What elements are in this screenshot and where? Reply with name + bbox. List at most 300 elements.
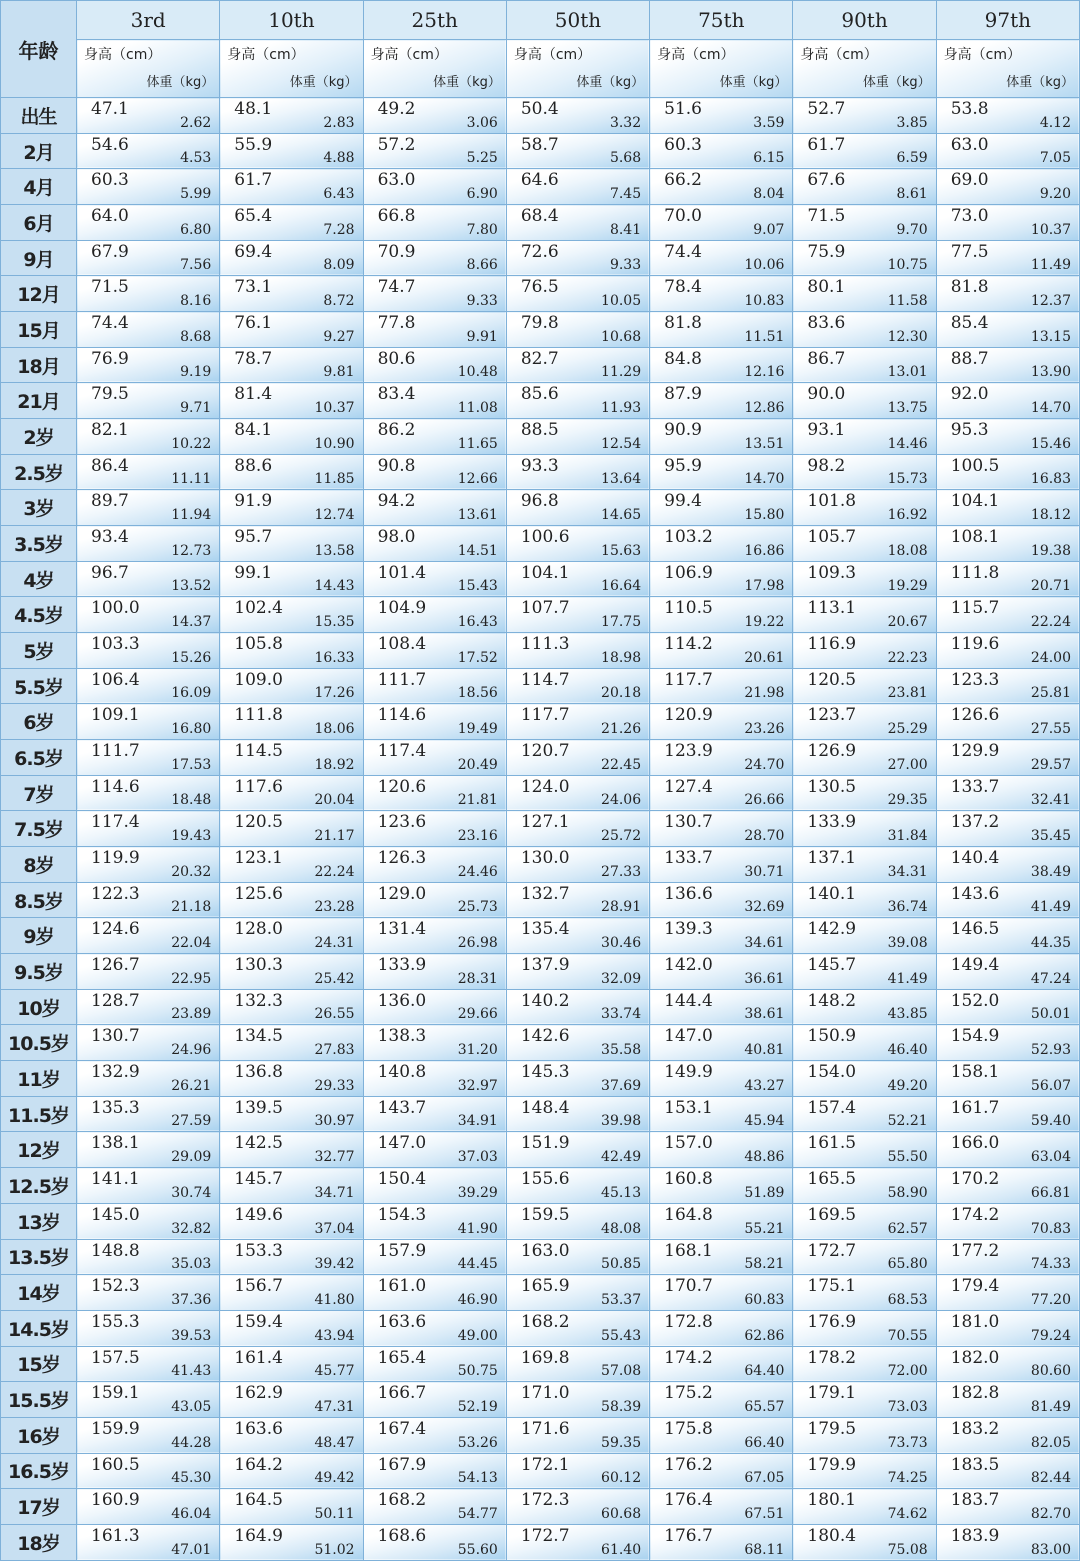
height-value: 117.4 xyxy=(377,741,427,762)
value-cell xyxy=(363,1417,506,1453)
height-value: 137.1 xyxy=(807,848,857,869)
weight-value: 2.83 xyxy=(323,114,355,131)
value-cell xyxy=(363,597,506,633)
height-value: 153.1 xyxy=(664,1097,713,1118)
value-cell xyxy=(363,490,506,526)
weight-value: 30.71 xyxy=(744,863,785,880)
value-cell xyxy=(220,1168,363,1204)
height-value: 159.9 xyxy=(91,1418,140,1439)
weight-value: 6.59 xyxy=(896,150,928,167)
value-cell xyxy=(506,383,649,419)
value-cell xyxy=(220,597,363,633)
weight-value: 62.86 xyxy=(744,1327,785,1344)
weight-value: 16.33 xyxy=(314,649,355,666)
weight-value: 53.26 xyxy=(457,1434,498,1451)
height-value: 137.2 xyxy=(950,812,1000,833)
height-value: 161.3 xyxy=(91,1525,140,1546)
height-value: 68.4 xyxy=(520,206,559,227)
age-label: 9.5岁 xyxy=(1,954,77,990)
weight-value: 29.09 xyxy=(171,1149,212,1166)
height-value: 76.5 xyxy=(520,277,559,298)
weight-value: 20.71 xyxy=(1030,578,1071,595)
height-value: 81.8 xyxy=(664,313,702,334)
value-cell xyxy=(793,276,936,312)
value-cell xyxy=(650,1275,793,1311)
value-cell xyxy=(220,882,363,918)
value-cell xyxy=(220,633,363,669)
height-value: 92.0 xyxy=(950,384,989,405)
value-cell xyxy=(77,312,220,348)
value-cell xyxy=(506,1310,649,1346)
value-cell xyxy=(220,526,363,562)
height-value: 91.9 xyxy=(234,491,273,512)
weight-value: 6.80 xyxy=(180,221,212,238)
height-value: 78.4 xyxy=(664,277,702,298)
weight-value: 28.70 xyxy=(744,828,785,845)
weight-value: 43.94 xyxy=(314,1327,355,1344)
weight-value: 10.37 xyxy=(1030,221,1071,238)
value-cell xyxy=(793,347,936,383)
value-cell xyxy=(220,1453,363,1489)
weight-value: 24.31 xyxy=(314,935,355,952)
weight-value: 66.40 xyxy=(744,1434,785,1451)
value-cell xyxy=(506,1453,649,1489)
height-value: 109.3 xyxy=(807,562,857,583)
value-cell xyxy=(363,1310,506,1346)
value-cell xyxy=(650,312,793,348)
weight-value: 39.42 xyxy=(314,1256,355,1273)
weight-value: 19.22 xyxy=(744,614,785,631)
value-cell xyxy=(220,1417,363,1453)
height-value: 160.5 xyxy=(91,1454,140,1475)
value-cell xyxy=(793,1168,936,1204)
unit-header-cell xyxy=(77,40,220,98)
weight-value: 13.75 xyxy=(887,400,928,417)
height-value: 179.1 xyxy=(807,1383,857,1404)
weight-value: 16.86 xyxy=(744,542,785,559)
value-cell xyxy=(793,205,936,241)
height-value: 172.7 xyxy=(807,1240,857,1261)
table-row xyxy=(1,312,1080,348)
value-cell xyxy=(650,1239,793,1275)
weight-value: 32.82 xyxy=(171,1220,212,1237)
value-cell xyxy=(77,1346,220,1382)
height-value: 117.4 xyxy=(91,812,140,833)
value-cell xyxy=(793,454,936,490)
height-value: 74.4 xyxy=(664,241,702,262)
value-cell xyxy=(936,1132,1079,1168)
weight-value: 53.37 xyxy=(601,1291,642,1308)
table-row xyxy=(1,1417,1080,1453)
height-value: 61.7 xyxy=(234,170,273,191)
weight-value: 14.43 xyxy=(314,578,355,595)
weight-value: 11.58 xyxy=(887,293,928,310)
weight-value: 7.56 xyxy=(180,257,212,274)
height-value: 172.7 xyxy=(520,1525,570,1546)
height-value: 110.5 xyxy=(664,598,713,619)
height-value: 74.4 xyxy=(91,313,129,334)
height-value: 150.9 xyxy=(807,1026,857,1047)
height-value: 106.4 xyxy=(91,669,140,690)
value-cell xyxy=(936,989,1079,1025)
age-label: 13岁 xyxy=(1,1203,77,1239)
height-value: 145.7 xyxy=(234,1169,283,1190)
weight-value: 27.59 xyxy=(171,1113,212,1130)
value-cell xyxy=(793,1275,936,1311)
value-cell xyxy=(77,526,220,562)
percentile-header: 75th xyxy=(650,1,793,40)
height-value: 127.1 xyxy=(520,812,570,833)
value-cell xyxy=(936,1310,1079,1346)
height-value: 117.7 xyxy=(520,705,570,726)
value-cell xyxy=(650,419,793,455)
value-cell xyxy=(363,1096,506,1132)
value-cell xyxy=(793,704,936,740)
weight-value: 34.71 xyxy=(314,1184,355,1201)
weight-value: 15.26 xyxy=(171,649,212,666)
percentile-header: 50th xyxy=(506,1,649,40)
height-value: 157.0 xyxy=(664,1133,713,1154)
value-cell xyxy=(220,668,363,704)
weight-value: 45.13 xyxy=(601,1184,642,1201)
height-value: 111.7 xyxy=(377,669,427,690)
value-cell xyxy=(363,383,506,419)
weight-value: 32.09 xyxy=(601,970,642,987)
age-label: 15月 xyxy=(1,312,77,348)
height-value: 140.2 xyxy=(520,990,570,1011)
height-value: 84.8 xyxy=(664,348,702,369)
height-value: 150.4 xyxy=(377,1169,427,1190)
height-value: 168.2 xyxy=(377,1490,427,1511)
weight-value: 24.06 xyxy=(601,792,642,809)
height-value: 111.3 xyxy=(520,634,570,655)
weight-value: 28.31 xyxy=(457,970,498,987)
table-row xyxy=(1,1275,1080,1311)
weight-unit-label: 体重（kg） xyxy=(862,75,931,90)
weight-value: 11.49 xyxy=(1030,257,1071,274)
value-cell xyxy=(220,1382,363,1418)
height-value: 100.6 xyxy=(520,527,570,548)
weight-value: 5.25 xyxy=(466,150,498,167)
height-value: 183.5 xyxy=(950,1454,1000,1475)
height-value: 90.8 xyxy=(377,455,416,476)
value-cell xyxy=(77,1382,220,1418)
table-row xyxy=(1,1096,1080,1132)
value-cell xyxy=(936,240,1079,276)
value-cell xyxy=(650,704,793,740)
value-cell xyxy=(793,597,936,633)
height-value: 104.1 xyxy=(520,562,570,583)
height-value: 111.8 xyxy=(234,705,283,726)
weight-value: 57.08 xyxy=(601,1363,642,1380)
height-value: 179.9 xyxy=(807,1454,857,1475)
height-value: 147.0 xyxy=(377,1133,427,1154)
value-cell xyxy=(793,240,936,276)
weight-value: 73.03 xyxy=(887,1398,928,1415)
height-value: 135.3 xyxy=(91,1097,140,1118)
weight-value: 48.47 xyxy=(314,1434,355,1451)
weight-value: 49.20 xyxy=(887,1077,928,1094)
weight-value: 7.45 xyxy=(609,186,642,203)
height-value: 176.2 xyxy=(664,1454,713,1475)
height-value: 81.8 xyxy=(950,277,989,298)
weight-value: 15.63 xyxy=(601,542,642,559)
height-value: 134.5 xyxy=(234,1026,283,1047)
value-cell xyxy=(77,347,220,383)
value-cell xyxy=(650,1096,793,1132)
value-cell xyxy=(77,1489,220,1525)
value-cell xyxy=(220,1310,363,1346)
value-cell xyxy=(650,205,793,241)
height-value: 131.4 xyxy=(377,919,427,940)
weight-value: 58.39 xyxy=(601,1398,642,1415)
weight-value: 43.85 xyxy=(887,1006,928,1023)
weight-value: 23.28 xyxy=(314,899,355,916)
weight-value: 22.23 xyxy=(887,649,928,666)
weight-value: 29.35 xyxy=(887,792,928,809)
value-cell xyxy=(793,775,936,811)
table-row xyxy=(1,1168,1080,1204)
height-value: 98.0 xyxy=(377,527,416,548)
weight-value: 65.57 xyxy=(744,1398,785,1415)
height-value: 146.5 xyxy=(950,919,1000,940)
table-row xyxy=(1,490,1080,526)
age-label: 2.5岁 xyxy=(1,454,77,490)
height-value: 96.8 xyxy=(520,491,559,512)
value-cell xyxy=(506,240,649,276)
weight-value: 33.74 xyxy=(601,1006,642,1023)
height-value: 108.1 xyxy=(950,527,1000,548)
value-cell xyxy=(77,1417,220,1453)
height-value: 163.6 xyxy=(377,1311,427,1332)
weight-value: 68.11 xyxy=(744,1541,785,1558)
weight-value: 80.60 xyxy=(1030,1363,1071,1380)
value-cell xyxy=(650,882,793,918)
height-value: 142.5 xyxy=(234,1133,283,1154)
height-value: 75.9 xyxy=(807,241,846,262)
value-cell xyxy=(506,597,649,633)
weight-value: 65.80 xyxy=(887,1256,928,1273)
height-value: 77.5 xyxy=(950,241,989,262)
height-value: 165.4 xyxy=(377,1347,427,1368)
value-cell xyxy=(936,1489,1079,1525)
weight-value: 11.85 xyxy=(314,471,355,488)
weight-value: 48.08 xyxy=(601,1220,642,1237)
age-label: 8岁 xyxy=(1,847,77,883)
height-value: 167.4 xyxy=(377,1418,427,1439)
height-value: 123.7 xyxy=(807,705,857,726)
value-cell xyxy=(220,954,363,990)
weight-value: 37.69 xyxy=(601,1077,642,1094)
weight-value: 23.81 xyxy=(887,685,928,702)
table-row xyxy=(1,419,1080,455)
value-cell xyxy=(793,419,936,455)
weight-value: 12.74 xyxy=(314,507,355,524)
value-cell xyxy=(506,1096,649,1132)
weight-value: 18.98 xyxy=(601,649,642,666)
height-value: 151.9 xyxy=(520,1133,570,1154)
value-cell xyxy=(936,704,1079,740)
value-cell xyxy=(363,882,506,918)
height-value: 164.9 xyxy=(234,1525,283,1546)
weight-value: 10.06 xyxy=(744,257,785,274)
weight-value: 23.26 xyxy=(744,721,785,738)
weight-value: 9.81 xyxy=(323,364,355,381)
table-row xyxy=(1,169,1080,205)
weight-value: 55.43 xyxy=(601,1327,642,1344)
height-value: 83.6 xyxy=(807,313,846,334)
value-cell xyxy=(77,98,220,134)
value-cell xyxy=(650,1132,793,1168)
weight-value: 67.05 xyxy=(744,1470,785,1487)
weight-value: 23.16 xyxy=(457,828,498,845)
value-cell xyxy=(936,276,1079,312)
weight-value: 13.58 xyxy=(314,542,355,559)
value-cell xyxy=(363,775,506,811)
value-cell xyxy=(77,133,220,169)
weight-value: 45.30 xyxy=(171,1470,212,1487)
weight-value: 10.37 xyxy=(314,400,355,417)
height-value: 69.4 xyxy=(234,241,273,262)
weight-value: 25.73 xyxy=(457,899,498,916)
value-cell xyxy=(77,668,220,704)
height-value: 76.9 xyxy=(91,348,129,369)
height-value: 67.6 xyxy=(807,170,846,191)
value-cell xyxy=(936,954,1079,990)
weight-value: 15.73 xyxy=(887,471,928,488)
age-label: 3岁 xyxy=(1,490,77,526)
value-cell xyxy=(220,169,363,205)
weight-value: 29.66 xyxy=(457,1006,498,1023)
unit-header-cell xyxy=(650,40,793,98)
table-row xyxy=(1,918,1080,954)
value-cell xyxy=(506,954,649,990)
weight-value: 15.46 xyxy=(1030,435,1071,452)
weight-value: 32.77 xyxy=(314,1149,355,1166)
weight-value: 55.50 xyxy=(887,1149,928,1166)
value-cell xyxy=(77,1168,220,1204)
value-cell xyxy=(77,847,220,883)
height-value: 88.6 xyxy=(234,455,273,476)
weight-value: 46.04 xyxy=(171,1505,212,1522)
value-cell xyxy=(363,989,506,1025)
height-value: 147.0 xyxy=(664,1026,713,1047)
weight-value: 11.94 xyxy=(171,507,212,524)
value-cell xyxy=(77,1453,220,1489)
age-label: 14.5岁 xyxy=(1,1310,77,1346)
weight-value: 22.24 xyxy=(1030,614,1071,631)
value-cell xyxy=(936,1382,1079,1418)
value-cell xyxy=(506,668,649,704)
height-value: 148.8 xyxy=(91,1240,140,1261)
height-value: 126.6 xyxy=(950,705,1000,726)
table-row xyxy=(1,1061,1080,1097)
value-cell xyxy=(650,811,793,847)
weight-value: 13.51 xyxy=(744,435,785,452)
height-value: 47.1 xyxy=(91,99,129,119)
table-row xyxy=(1,526,1080,562)
height-value: 57.2 xyxy=(377,134,416,155)
value-cell xyxy=(793,740,936,776)
weight-value: 30.97 xyxy=(314,1113,355,1130)
weight-value: 60.68 xyxy=(601,1505,642,1522)
table-row xyxy=(1,882,1080,918)
value-cell xyxy=(363,347,506,383)
value-cell xyxy=(220,1203,363,1239)
weight-value: 82.44 xyxy=(1030,1470,1071,1487)
weight-value: 45.94 xyxy=(744,1113,785,1130)
value-cell xyxy=(506,1417,649,1453)
height-value: 71.5 xyxy=(91,277,129,298)
height-value: 162.9 xyxy=(234,1383,283,1404)
height-value: 183.7 xyxy=(950,1490,1000,1511)
height-value: 86.4 xyxy=(91,455,129,476)
height-value: 85.6 xyxy=(520,384,559,405)
height-value: 136.0 xyxy=(377,990,427,1011)
weight-value: 35.45 xyxy=(1030,828,1071,845)
value-cell xyxy=(793,1417,936,1453)
table-row xyxy=(1,704,1080,740)
value-cell xyxy=(77,811,220,847)
weight-value: 8.41 xyxy=(609,221,642,238)
value-cell xyxy=(650,1417,793,1453)
weight-value: 4.12 xyxy=(1039,114,1071,131)
value-cell xyxy=(936,383,1079,419)
height-value: 84.1 xyxy=(234,420,273,441)
weight-value: 3.32 xyxy=(609,114,642,131)
height-value: 142.0 xyxy=(664,955,713,976)
table-row xyxy=(1,561,1080,597)
weight-value: 34.61 xyxy=(744,935,785,952)
age-label: 8.5岁 xyxy=(1,882,77,918)
weight-value: 16.83 xyxy=(1030,471,1071,488)
value-cell xyxy=(363,205,506,241)
height-value: 133.9 xyxy=(377,955,427,976)
weight-value: 12.37 xyxy=(1030,293,1071,310)
height-value: 161.5 xyxy=(807,1133,857,1154)
height-value: 123.6 xyxy=(377,812,427,833)
table-row xyxy=(1,1489,1080,1525)
value-cell xyxy=(77,276,220,312)
value-cell xyxy=(220,561,363,597)
height-value: 93.4 xyxy=(91,527,129,548)
value-cell xyxy=(936,133,1079,169)
value-cell xyxy=(506,847,649,883)
weight-value: 20.18 xyxy=(601,685,642,702)
height-value: 157.9 xyxy=(377,1240,427,1261)
height-value: 114.6 xyxy=(91,776,140,797)
height-value: 83.4 xyxy=(377,384,416,405)
weight-value: 10.22 xyxy=(171,435,212,452)
weight-value: 17.52 xyxy=(457,649,498,666)
height-value: 85.4 xyxy=(950,313,989,334)
value-cell xyxy=(220,205,363,241)
height-value: 164.2 xyxy=(234,1454,283,1475)
weight-value: 34.91 xyxy=(457,1113,498,1130)
weight-value: 20.49 xyxy=(457,756,498,773)
height-value: 119.6 xyxy=(950,634,1000,655)
weight-value: 15.80 xyxy=(744,507,785,524)
height-value: 128.0 xyxy=(234,919,283,940)
value-cell xyxy=(936,811,1079,847)
weight-value: 16.92 xyxy=(887,507,928,524)
height-value: 163.0 xyxy=(520,1240,570,1261)
height-value: 64.0 xyxy=(91,206,129,227)
height-value: 139.5 xyxy=(234,1097,283,1118)
value-cell xyxy=(936,1417,1079,1453)
value-cell xyxy=(793,1382,936,1418)
weight-value: 21.18 xyxy=(171,899,212,916)
